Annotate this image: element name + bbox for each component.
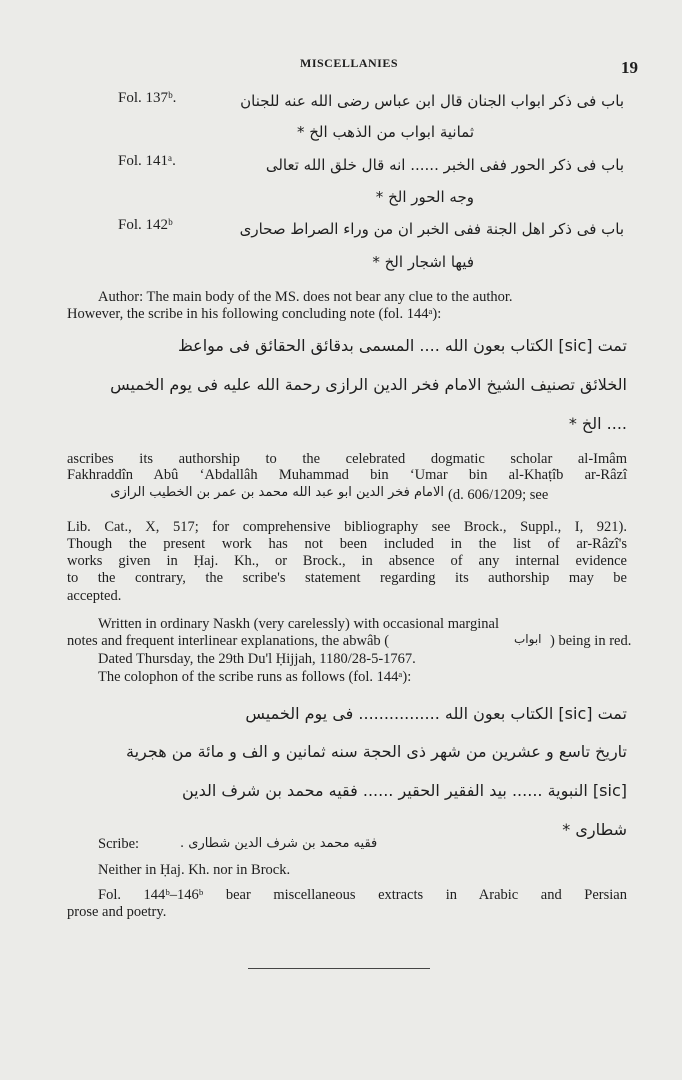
body-line: accepted.: [67, 588, 122, 604]
body-line: to the contrary, the scribe's statement regarding its authorship may be: [67, 570, 627, 586]
arabic-heading: باب فی ذکر ابواب الجنان قال ابن عباس رضی الله عنه للجنان: [240, 92, 624, 110]
author-line: Author: The main body of the MS. does not bear any clue to the author.: [98, 289, 513, 305]
neither-line: Neither in Ḥaj. Kh. nor in Brock.: [98, 862, 291, 878]
arabic-inline-name: الامام فخر الدین ابو عبد الله محمد بن عمر بن الخطیب الرازی: [110, 485, 444, 500]
arabic-note-line: .... الخ *: [568, 414, 627, 433]
colophon-intro: The colophon of the scribe runs as follows (fol. 144ᵃ):: [98, 669, 412, 685]
arabic-inline-word: ابواب: [514, 632, 542, 646]
final-line: prose and poetry.: [67, 904, 167, 920]
arabic-continuation: وجه الحور الخ *: [375, 188, 474, 206]
folio-ref: Fol. 141ᵃ.: [118, 153, 176, 169]
body-line: Though the present work has not been included in the list of ar-Râzî's: [67, 536, 627, 552]
arabic-continuation: ثمانیة ابواب من الذهب الخ *: [296, 123, 474, 141]
author-line: However, the scribe in his following concluding note (fol. 144ᵃ):: [67, 306, 442, 322]
scribe-name-arabic: فقیه محمد بن شرف الدین شطاری .: [180, 836, 378, 851]
folio-ref: Fol. 137ᵇ.: [118, 90, 177, 106]
body-line: Lib. Cat., X, 517; for comprehensive bibliography see Brock., Suppl., I, 921).: [67, 519, 627, 535]
colophon-line: شطاری *: [562, 820, 627, 839]
scribe-label: Scribe:: [98, 836, 140, 852]
running-header: MISCELLANIES: [300, 56, 399, 70]
end-rule: [248, 968, 430, 969]
body-line: ) being in red.: [550, 633, 632, 649]
body-line: ascribes its authorship to the celebrated dogmatic scholar al-Imâm: [67, 451, 627, 467]
dated-line: Dated Thursday, the 29th Du'l Ḥijjah, 1180/28-5-1767.: [98, 651, 416, 667]
body-line: works given in Ḥaj. Kh., or Brock., in absence of any internal evidence: [67, 553, 627, 569]
arabic-note-line: تمت [sic] الکتاب بعون الله .... المسمی بدقائق الحقائق فی مواعظ: [177, 336, 627, 355]
colophon-line: تاریخ تاسع و عشرین من شهر ذی الحجة سنه ثمانین و الف و مائة من هجریة: [126, 742, 627, 761]
body-line: Fakhraddîn Abû ‘Abdallâh Muhammad bin ‘Umar bin al-Khaṭîb ar-Râzî: [67, 467, 627, 483]
colophon-line: [sic] النبویة ...... بید الفقیر الحقیر ...... فقیه محمد بن شرف الدین: [181, 781, 627, 800]
body-line: notes and frequent interlinear explanations, the abwâb (: [67, 633, 390, 649]
body-line: Written in ordinary Naskh (very carelessly) with occasional marginal: [98, 616, 499, 632]
arabic-heading: باب فی ذکر الحور ففی الخبر ...... انه قال خلق الله تعالی: [265, 156, 624, 174]
folio-ref: Fol. 142ᵇ: [118, 217, 173, 233]
body-line-tail: (d. 606/1209; see: [448, 487, 549, 503]
page-number: 19: [621, 58, 638, 77]
colophon-line: تمت [sic] الکتاب بعون الله ................ فی یوم الخمیس: [245, 704, 627, 723]
arabic-heading: باب فی ذکر اهل الجنة ففی الخبر ان من وراء الصراط صحاری: [239, 220, 624, 238]
arabic-continuation: فیها اشجار الخ *: [372, 253, 474, 271]
arabic-note-line: الخلائق تصنیف الشیخ الامام فخر الدین الرازی رحمة الله علیه فی یوم الخمیس: [110, 375, 627, 394]
final-line: Fol. 144ᵇ–146ᵇ bear miscellaneous extracts in Arabic and Persian: [98, 887, 627, 903]
